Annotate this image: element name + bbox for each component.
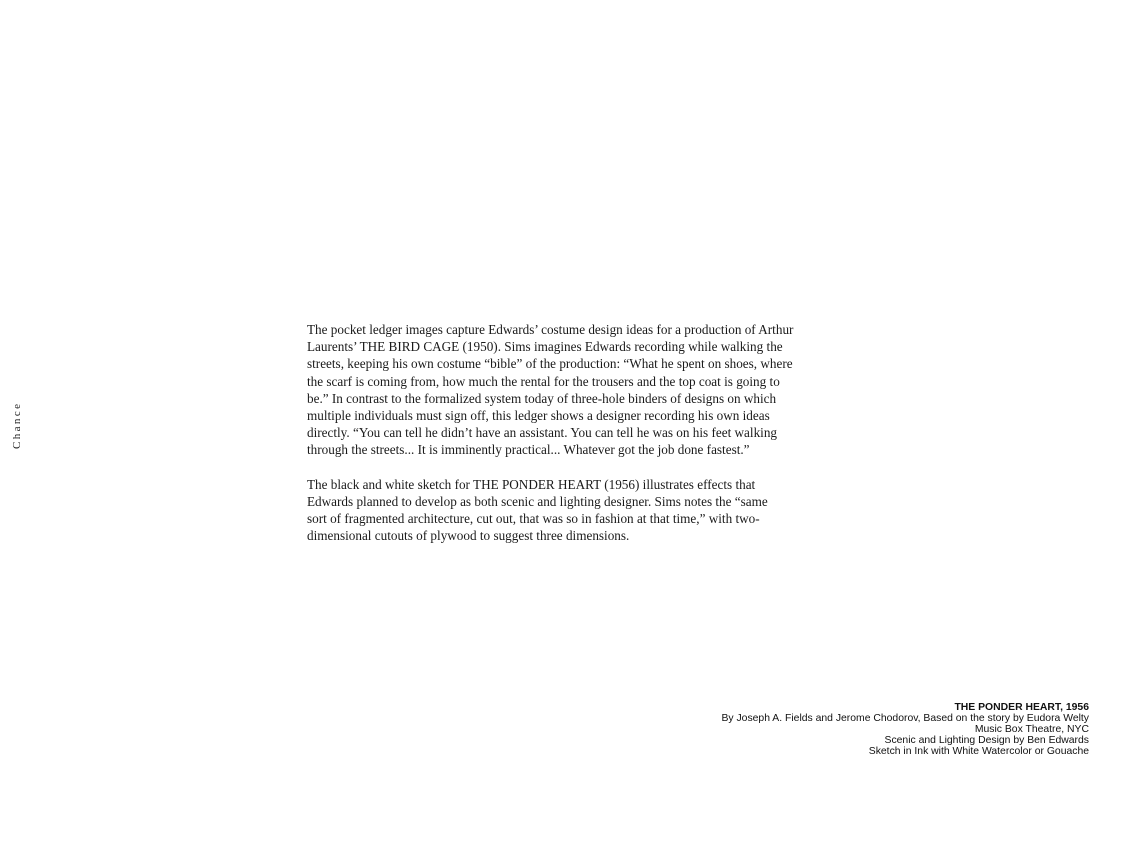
- figure-caption: [529, 702, 1089, 757]
- essay-line: multiple individuals must sign off, this ledger shows a designer recording his own ideas: [307, 408, 770, 424]
- essay-paragraph-2: [307, 476, 837, 545]
- essay-line: The pocket ledger images capture Edwards’ costume design ideas for a production of Arthur: [307, 322, 794, 337]
- essay-line: dimensional cutouts of plywood to suggest three dimensions.: [307, 528, 630, 544]
- essay-line: the scarf is coming from, how much the rental for the trousers and the top coat is going to: [307, 373, 780, 389]
- essay-line: be.” In contrast to the formalized system today of three-hole binders of designs on which: [307, 390, 777, 406]
- essay-text: [307, 321, 837, 545]
- essay-line: Edwards planned to develop as both scenic and lighting designer. Sims notes the “same: [307, 494, 768, 510]
- essay-line: directly. “You can tell he didn’t have an assistant. You can tell he was on his feet walking: [307, 425, 778, 441]
- essay-line: The black and white sketch for THE PONDER HEART (1956) illustrates effects that: [307, 476, 756, 492]
- essay-line: Laurents’ THE BIRD CAGE (1950). Sims imagines Edwards recording while walking the: [307, 339, 783, 355]
- caption-line: Sketch in Ink with White Watercolor or Gouache: [868, 746, 1089, 758]
- essay-line: through the streets... It is imminently practical... Whatever got the job done fastest.”: [307, 442, 750, 458]
- caption-line: Scenic and Lighting Design by Ben Edwards: [884, 735, 1089, 747]
- caption-line: By Joseph A. Fields and Jerome Chodorov, Based on the story by Eudora Welty: [721, 713, 1089, 725]
- caption-title: THE PONDER HEART, 1956: [954, 702, 1089, 713]
- essay-paragraph-1: [307, 321, 837, 459]
- essay-line: streets, keeping his own costume “bible” of the production: “What he spent on shoes, where: [307, 356, 793, 372]
- section-side-label: Chance: [11, 401, 23, 449]
- essay-line: sort of fragmented architecture, cut out, that was so in fashion at that time,” with two-: [307, 511, 760, 527]
- caption-line: Music Box Theatre, NYC: [974, 724, 1089, 736]
